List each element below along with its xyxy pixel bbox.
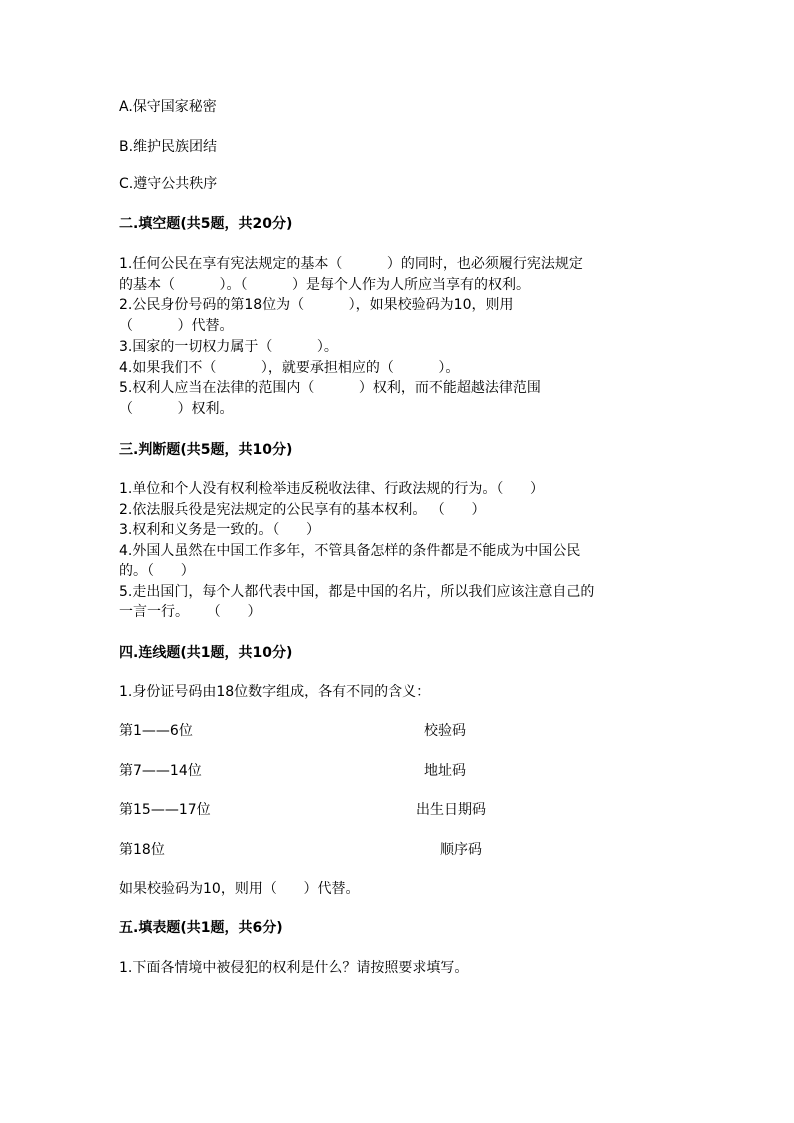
match-left: 第1——6位 xyxy=(119,723,193,739)
match-right: 校验码 xyxy=(424,723,466,739)
text-line: 1.单位和个人没有权利检举违反税收法律、行政法规的行为。（ ） xyxy=(119,481,545,497)
text-line: 4.外国人虽然在中国工作多年，不管具备怎样的条件都是不能成为中国公民 xyxy=(119,543,581,559)
text-line: 5.权利人应当在法律的范围内（ ）权利，而不能超越法律范围 xyxy=(119,380,541,396)
text-line: （ ）权利。 xyxy=(119,401,234,417)
section-heading: 三.判断题(共5题，共10分) xyxy=(119,442,293,458)
text-line: 3.国家的一切权力属于（ ）。 xyxy=(119,339,338,355)
text-line: 5.走出国门，每个人都代表中国，都是中国的名片，所以我们应该注意自己的 xyxy=(119,584,595,600)
text-line: 2.公民身份号码的第18位为（ ），如果校验码为10，则用 xyxy=(119,297,514,313)
option-b: B.维护民族团结 xyxy=(119,139,218,155)
text-line: 3.权利和义务是一致的。（ ） xyxy=(119,522,321,538)
text-line: 2.依法服兵役是宪法规定的公民享有的基本权利。 （ ） xyxy=(119,502,486,518)
match-right: 地址码 xyxy=(424,763,466,779)
text-line: 如果校验码为10，则用（ ）代替。 xyxy=(119,881,360,897)
text-line: 一言一行。 （ ） xyxy=(119,604,262,620)
match-left: 第18位 xyxy=(119,842,165,858)
section-heading: 五.填表题(共1题，共6分) xyxy=(119,920,283,936)
match-right: 顺序码 xyxy=(440,842,482,858)
section-heading: 四.连线题(共1题，共10分) xyxy=(119,645,293,661)
match-right: 出生日期码 xyxy=(416,802,486,818)
text-line: 的基本（ ）。（ ）是每个人作为人所应当享有的权利。 xyxy=(119,277,531,293)
match-left: 第7——14位 xyxy=(119,763,202,779)
section-heading: 二.填空题(共5题，共20分) xyxy=(119,216,293,232)
question: 1.身份证号码由18位数字组成，各有不同的含义： xyxy=(119,684,431,700)
option-c: C.遵守公共秩序 xyxy=(119,176,218,192)
text-line: （ ）代替。 xyxy=(119,318,234,334)
question: 1.下面各情境中被侵犯的权利是什么？请按照要求填写。 xyxy=(119,960,469,976)
option-a: A.保守国家秘密 xyxy=(119,99,217,115)
text-line: 4.如果我们不（ ），就要承担相应的（ ）。 xyxy=(119,360,460,376)
text-line: 1.任何公民在享有宪法规定的基本（ ）的同时，也必须履行宪法规定 xyxy=(119,256,583,272)
text-line: 的。（ ） xyxy=(119,563,195,579)
match-left: 第15——17位 xyxy=(119,802,211,818)
